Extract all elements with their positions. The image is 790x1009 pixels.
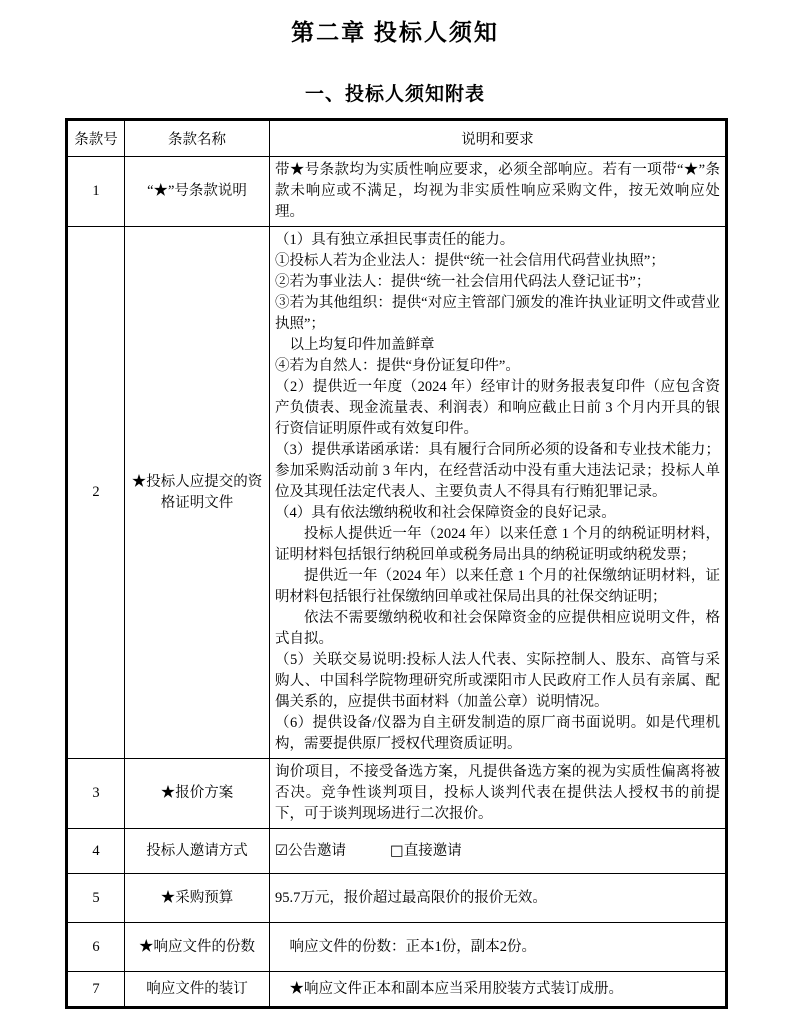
description-paragraph: 投标人提供近一年（2024 年）以来任意 1 个月的纳税证明材料，证明材料包括银行纳税回单或税务局出具的纳税证明或纳税发票； xyxy=(275,526,720,563)
clause-number: 4 xyxy=(67,829,125,874)
description-paragraph: 询价项目，不接受备选方案，凡提供备选方案的视为实质性偏离将被否决。竞争性谈判项目，投标人谈判代表在提供法人授权书的前提下，可于谈判现场进行二次报价。 xyxy=(275,764,720,822)
description-paragraph: 以上均复印件加盖鲜章 xyxy=(289,337,435,353)
clause-name: “★”号条款说明 xyxy=(125,157,270,227)
clause-description xyxy=(270,759,727,829)
description-paragraph: ★响应文件正本和副本应当采用胶装方式装订成册。 xyxy=(289,980,623,997)
invitation-option-label: 公告邀请 xyxy=(288,842,346,859)
invitation-option[interactable] xyxy=(275,843,346,859)
table-row xyxy=(67,829,727,874)
description-paragraph: （5）关联交易说明:投标人法人代表、实际控制人、股东、高管与采购人、中国科学院物理研究所或溧阳市人民政府工作人员有亲属、配偶关系的，应提供书面材料（加盖公章）说明情况。 xyxy=(275,652,720,710)
invitation-option-label: 直接邀请 xyxy=(403,842,462,859)
invitation-option[interactable] xyxy=(390,843,462,859)
document-page xyxy=(0,14,790,997)
description-paragraph: 响应文件的份数：正本1份，副本2份。 xyxy=(289,938,536,955)
clause-name: 响应文件的装订 xyxy=(125,972,270,1008)
description-paragraph: 95.7万元，报价超过最高限价的报价无效。 xyxy=(275,889,547,906)
description-paragraph: （6）提供设备/仪器为自主研发制造的原厂商书面说明。如是代理机构，需要提供原厂授权代理资质证明。 xyxy=(275,715,720,752)
clause-description xyxy=(270,874,727,923)
clause-name: 投标人邀请方式 xyxy=(125,829,270,874)
table-row xyxy=(67,972,727,1008)
chapter-title: 第二章 投标人须知 xyxy=(291,20,499,45)
clause-number: 3 xyxy=(67,759,125,829)
header-clause-name: 条款名称 xyxy=(125,120,270,157)
description-paragraph: （1）具有独立承担民事责任的能力。 xyxy=(275,232,515,248)
description-paragraph: ③若为其他组织：提供“对应主管部门颁发的准许执业证明文件或营业执照”； xyxy=(275,295,720,332)
description-paragraph: ②若为事业法人：提供“统一社会信用代码法人登记证书”； xyxy=(275,274,651,290)
clause-number: 7 xyxy=(67,972,125,1008)
rules-table-body xyxy=(67,157,727,1008)
description-paragraph: （4）具有依法缴纳税收和社会保障资金的良好记录。 xyxy=(275,505,616,521)
table-row xyxy=(67,227,727,759)
clause-number: 2 xyxy=(67,227,125,759)
clause-description xyxy=(270,923,727,972)
clause-description xyxy=(270,227,727,759)
description-paragraph: 依法不需要缴纳税收和社会保障资金的应提供相应说明文件，格式自拟。 xyxy=(275,610,720,647)
clause-description xyxy=(270,829,727,874)
clause-description xyxy=(270,157,727,227)
checkbox-unchecked-icon[interactable]: □ xyxy=(390,842,404,859)
table-row xyxy=(67,759,727,829)
clause-name: ★投标人应提交的资格证明文件 xyxy=(125,227,270,759)
table-row xyxy=(67,874,727,923)
clause-name: ★响应文件的份数 xyxy=(125,923,270,972)
description-paragraph: ①投标人若为企业法人：提供“统一社会信用代码营业执照”； xyxy=(275,253,665,269)
description-paragraph: ④若为自然人：提供“身份证复印件”。 xyxy=(275,358,520,374)
clause-number: 6 xyxy=(67,923,125,972)
table-row xyxy=(67,923,727,972)
description-paragraph: 提供近一年（2024 年）以来任意 1 个月的社保缴纳证明材料，证明材料包括银行社保缴纳回单或社保局出具的社保交纳证明； xyxy=(275,568,720,605)
header-clause-number: 条款号 xyxy=(67,120,125,157)
header-description: 说明和要求 xyxy=(270,120,727,157)
description-paragraph xyxy=(275,841,720,862)
clause-description xyxy=(270,972,727,1008)
table-row xyxy=(67,157,727,227)
description-paragraph: （2）提供近一年度（2024 年）经审计的财务报表复印件（应包含资产负债表、现金流量表、利润表）和响应截止日前 3 个月内开具的银行资信证明原件或有效复印件。 xyxy=(275,379,720,437)
checkbox-checked-icon[interactable]: ☑ xyxy=(275,842,288,859)
clause-name: ★采购预算 xyxy=(125,874,270,923)
description-paragraph: （3）提供承诺函承诺：具有履行合同所必须的设备和专业技术能力；参加采购活动前 3 年内，在经营活动中没有重大违法记录；投标人单位及其现任法定代表人、主要负责人不得具有行贿犯罪记录。 xyxy=(275,442,720,500)
clause-name: ★报价方案 xyxy=(125,759,270,829)
clause-number: 1 xyxy=(67,157,125,227)
clause-number: 5 xyxy=(67,874,125,923)
description-paragraph: 带★号条款均为实质性响应要求，必须全部响应。若有一项带“★”条款未响应或不满足，均视为非实质性响应采购文件，按无效响应处理。 xyxy=(275,162,720,220)
bidder-notice-table xyxy=(65,118,728,1009)
section-subtitle: 一、投标人须知附表 xyxy=(304,84,485,105)
table-header-row xyxy=(67,120,727,157)
